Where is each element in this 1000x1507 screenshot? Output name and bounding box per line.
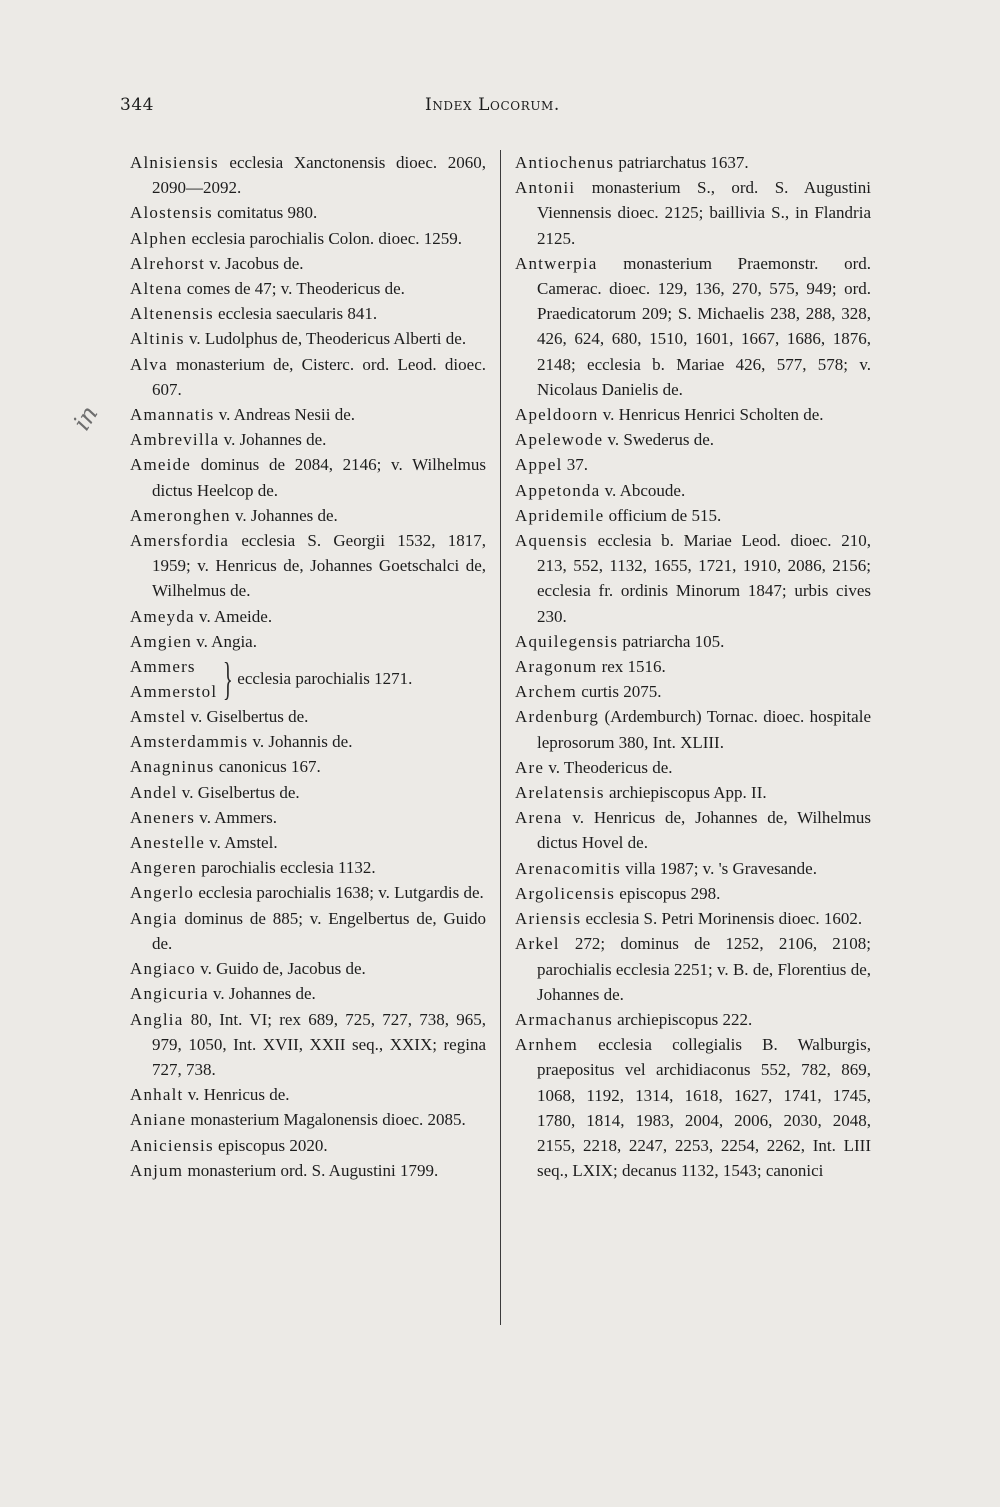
- index-entry: [130, 880, 486, 905]
- entry-text: dominus de 885; v. Engelbertus de, Guido de.: [152, 908, 486, 953]
- index-entry: [130, 956, 486, 981]
- page-header: [120, 95, 880, 125]
- entry-text: v. Jacobus de.: [209, 253, 304, 273]
- entry-lemma: Altena: [130, 279, 183, 299]
- index-entry: [130, 226, 486, 251]
- index-entry: [130, 1007, 486, 1083]
- index-entry: [130, 704, 486, 729]
- entry-lemma: Altinis: [130, 329, 185, 349]
- brace-entry: [130, 654, 486, 704]
- index-entry: [515, 452, 871, 477]
- entry-lemma: Arenacomitis: [515, 858, 621, 878]
- entry-lemma: Antiochenus: [515, 153, 615, 172]
- index-entry: [130, 754, 486, 779]
- index-entry: [515, 175, 871, 251]
- entry-text: v. Henricus de.: [187, 1085, 290, 1105]
- entry-lemma: Appel: [515, 455, 563, 475]
- entry-text: v. Guido de, Jacobus de.: [200, 959, 366, 979]
- entry-lemma: Andel: [130, 782, 178, 802]
- brace-name: Ammerstol: [130, 682, 218, 702]
- entry-text: canonicus 167.: [218, 757, 321, 777]
- entry-lemma: Amersfordia: [130, 531, 230, 551]
- index-entry: [130, 780, 486, 805]
- entry-lemma: Antwerpia: [515, 253, 598, 273]
- column-divider: [500, 150, 501, 1325]
- entry-text: ecclesia b. Mariae Leod. dioec. 210, 213, 552, 1132, 1655, 1721, 1910, 2086, 2156; ecclesia fr. ordinis Minorum 1847; urbis cives 230.: [537, 531, 872, 626]
- entry-lemma: Archem: [515, 682, 577, 702]
- entry-lemma: Amsterdammis: [130, 732, 249, 752]
- index-entry: [515, 150, 871, 175]
- entry-lemma: Aragonum: [515, 657, 598, 677]
- entry-lemma: Are: [515, 757, 545, 777]
- entry-lemma: Alostensis: [130, 203, 213, 223]
- entry-lemma: Amgien: [130, 631, 192, 651]
- index-entry: [130, 301, 486, 326]
- entry-text: v. Angia.: [196, 631, 257, 651]
- index-entry: [130, 150, 486, 200]
- entry-text: (Ardemburch) Tornac. dioec. hospitale leprosorum 380, Int. XLIII.: [537, 707, 871, 752]
- entry-text: v. Henricus Henrici Scholten de.: [602, 405, 824, 425]
- entry-text: 80, Int. VI; rex 689, 725, 727, 738, 965, 979, 1050, Int. XVII, XXII seq., XXIX; regina 727, 738.: [152, 1009, 486, 1079]
- entry-lemma: Apeldoorn: [515, 405, 599, 425]
- entry-text: v. Johannis de.: [252, 732, 353, 752]
- index-entry: [130, 1133, 486, 1158]
- entry-text: v. Johannes de.: [213, 984, 316, 1004]
- entry-lemma: Angerlo: [130, 883, 195, 903]
- entry-text: archiepiscopus 222.: [617, 1009, 753, 1029]
- index-entry: [515, 780, 871, 805]
- entry-text: villa 1987; v. 's Gravesande.: [625, 858, 817, 878]
- entry-lemma: Aquensis: [515, 531, 588, 551]
- entry-lemma: Ameronghen: [130, 505, 231, 525]
- entry-text: v. Johannes de.: [235, 505, 338, 525]
- entry-text: officium de 515.: [608, 505, 722, 525]
- entry-lemma: Ariensis: [515, 909, 582, 929]
- index-entry: [515, 931, 871, 1007]
- entry-lemma: Appetonda: [515, 480, 601, 500]
- index-entry: [130, 528, 486, 604]
- entry-lemma: Alva: [130, 354, 168, 374]
- entry-text: parochialis ecclesia 1132.: [201, 858, 376, 878]
- entry-text: ecclesia S. Georgii 1532, 1817, 1959; v. Henricus de, Johannes Goetschalci de, Wilhelmus de.: [152, 531, 486, 601]
- entry-text: v. Abcoude.: [604, 480, 686, 500]
- entry-lemma: Anestelle: [130, 833, 205, 853]
- entry-lemma: Alnisiensis: [130, 153, 219, 172]
- index-entry: [130, 1158, 486, 1183]
- index-entry: [130, 855, 486, 880]
- index-entry: [130, 251, 486, 276]
- entry-lemma: Angia: [130, 908, 178, 928]
- index-entry: [130, 830, 486, 855]
- entry-lemma: Arelatensis: [515, 783, 605, 803]
- entry-text: v. Giselbertus de.: [190, 707, 309, 727]
- entry-lemma: Apridemile: [515, 505, 605, 525]
- entry-text: v. Andreas Nesii de.: [218, 405, 355, 425]
- index-entry: [515, 906, 871, 931]
- entry-lemma: Aquilegensis: [515, 631, 619, 651]
- index-entry: [130, 629, 486, 654]
- index-entry: [130, 1107, 486, 1132]
- entry-lemma: Amannatis: [130, 405, 215, 425]
- index-entry: [130, 604, 486, 629]
- brace-entry-text: ecclesia parochialis 1271.: [237, 669, 413, 689]
- entry-text: v. Giselbertus de.: [181, 782, 300, 802]
- entry-text: comitatus 980.: [217, 203, 318, 223]
- index-entry: [515, 881, 871, 906]
- entry-lemma: Arkel: [515, 934, 560, 954]
- curly-brace-icon: }: [223, 653, 234, 705]
- index-entry: [130, 1082, 486, 1107]
- entry-lemma: Alphen: [130, 228, 188, 248]
- entry-lemma: Ambrevilla: [130, 430, 220, 450]
- index-entry: [515, 427, 871, 452]
- index-entry: [515, 402, 871, 427]
- entry-lemma: Angeren: [130, 858, 197, 878]
- index-entry: [130, 352, 486, 402]
- entry-text: rex 1516.: [601, 657, 666, 677]
- entry-text: episcopus 2020.: [218, 1135, 328, 1155]
- entry-text: 272; dominus de 1252, 2106, 2108; parochialis ecclesia 2251; v. B. de, Florentius de, Johannes de.: [537, 934, 871, 1004]
- entry-text: monasterium ord. S. Augustini 1799.: [187, 1160, 439, 1180]
- index-entry: [515, 1032, 871, 1183]
- entry-lemma: Arnhem: [515, 1035, 578, 1055]
- entry-lemma: Apelewode: [515, 430, 604, 450]
- entry-lemma: Aniciensis: [130, 1135, 214, 1155]
- right-entries: [515, 150, 871, 1183]
- entry-text: ecclesia collegialis B. Walburgis, praepositus vel archidiaconus 552, 782, 869, 1068, 1192, 1314, 1618, 1627, 1741, 1745, 1780, 1814, 1983, 2004, 2006, 2030, 2048, 2155, 2218, 2247, 2253, 2254, 2262, Int. LIII seq., LXIX; decanus 1132, 1543; canonici: [537, 1035, 871, 1181]
- index-entry: [130, 906, 486, 956]
- entry-text: patriarchatus 1637.: [618, 153, 749, 172]
- entry-lemma: Ameide: [130, 455, 192, 475]
- entry-lemma: Amstel: [130, 707, 187, 727]
- entry-lemma: Angicuria: [130, 984, 209, 1004]
- index-entry: [515, 503, 871, 528]
- entry-text: v. Theodericus de.: [548, 757, 673, 777]
- entry-text: monasterium Praemonstr. ord. Camerac. dioec. 129, 136, 270, 575, 949; ord. Praedicatorum 209; S. Michaelis 238, 288, 328, 426, 624, 680, 1510, 1601, 1667, 1686, 1876, 2148; ecclesia b. Mariae 426, 577, 578; v. Nicolaus Danielis de.: [537, 253, 871, 399]
- entry-text: episcopus 298.: [619, 883, 721, 903]
- entry-text: ecclesia saecularis 841.: [218, 304, 378, 324]
- index-entry: [130, 805, 486, 830]
- index-entry: [515, 704, 871, 754]
- entry-lemma: Armachanus: [515, 1009, 613, 1029]
- entry-text: comes de 47; v. Theodericus de.: [186, 279, 405, 299]
- entry-text: ecclesia parochialis 1638; v. Lutgardis de.: [198, 883, 484, 903]
- index-entry: [515, 654, 871, 679]
- left-entries-continued: [130, 704, 486, 1183]
- entry-lemma: Arena: [515, 808, 563, 828]
- index-entry: [130, 402, 486, 427]
- entry-lemma: Anjum: [130, 1160, 184, 1180]
- entry-lemma: Alrehorst: [130, 253, 206, 273]
- page-number: 344: [120, 95, 154, 115]
- entry-text: monasterium Magalonensis dioec. 2085.: [190, 1110, 466, 1130]
- entry-text: monasterium de, Cisterc. ord. Leod. dioec. 607.: [152, 354, 487, 399]
- index-entry: [130, 729, 486, 754]
- index-entry: [130, 427, 486, 452]
- entry-lemma: Antonii: [515, 178, 576, 198]
- index-entry: [515, 251, 871, 402]
- right-column: [515, 150, 871, 1183]
- entry-lemma: Aneners: [130, 807, 196, 827]
- entry-text: monasterium S., ord. S. Augustini Viennensis dioec. 2125; baillivia S., in Flandria 2125.: [537, 178, 871, 248]
- entry-lemma: Anglia: [130, 1009, 184, 1029]
- entry-lemma: Angiaco: [130, 959, 196, 979]
- entry-text: dominus de 2084, 2146; v. Wilhelmus dictus Heelcop de.: [152, 455, 487, 500]
- entry-text: v. Ameide.: [199, 606, 273, 626]
- entry-text: patriarcha 105.: [622, 631, 725, 651]
- running-title: Index Locorum.: [425, 95, 560, 115]
- entry-text: 37.: [566, 455, 589, 475]
- entry-lemma: Anagninus: [130, 757, 215, 777]
- brace-name: Ammers: [130, 657, 196, 677]
- handwritten-margin-note: in: [67, 400, 104, 436]
- entry-lemma: Anhalt: [130, 1085, 184, 1105]
- left-column: [130, 150, 486, 1183]
- entry-text: ecclesia Xanctonensis dioec. 2060, 2090—2092.: [152, 153, 486, 198]
- index-entry: [515, 528, 871, 629]
- entry-text: ecclesia parochialis Colon. dioec. 1259.: [191, 228, 462, 248]
- entry-text: v. Amstel.: [209, 833, 278, 853]
- entry-text: archiepiscopus App. II.: [608, 783, 767, 803]
- entry-lemma: Aniane: [130, 1110, 187, 1130]
- entry-lemma: Ardenburg: [515, 707, 600, 727]
- entry-text: v. Swederus de.: [607, 430, 715, 450]
- entry-lemma: Altenensis: [130, 304, 214, 324]
- index-entry: [515, 755, 871, 780]
- index-entry: [130, 326, 486, 351]
- entry-text: v. Henricus de, Johannes de, Wilhelmus dictus Hovel de.: [537, 808, 871, 853]
- index-entry: [515, 478, 871, 503]
- index-entry: [515, 805, 871, 855]
- brace-names: [130, 654, 217, 704]
- index-entry: [130, 503, 486, 528]
- entry-text: v. Johannes de.: [223, 430, 327, 450]
- entry-text: ecclesia S. Petri Morinensis dioec. 1602.: [585, 909, 863, 929]
- index-entry: [515, 679, 871, 704]
- entry-lemma: Argolicensis: [515, 883, 616, 903]
- index-entry: [515, 1007, 871, 1032]
- entry-text: v. Ammers.: [199, 807, 278, 827]
- index-entry: [130, 452, 486, 502]
- entry-text: v. Ludolphus de, Theodericus Alberti de.: [188, 329, 467, 349]
- index-entry: [130, 981, 486, 1006]
- index-entry: [130, 200, 486, 225]
- entry-text: curtis 2075.: [581, 682, 662, 702]
- entry-lemma: Ameyda: [130, 606, 195, 626]
- index-entry: [130, 276, 486, 301]
- left-entries: [130, 150, 486, 654]
- index-entry: [515, 856, 871, 881]
- index-entry: [515, 629, 871, 654]
